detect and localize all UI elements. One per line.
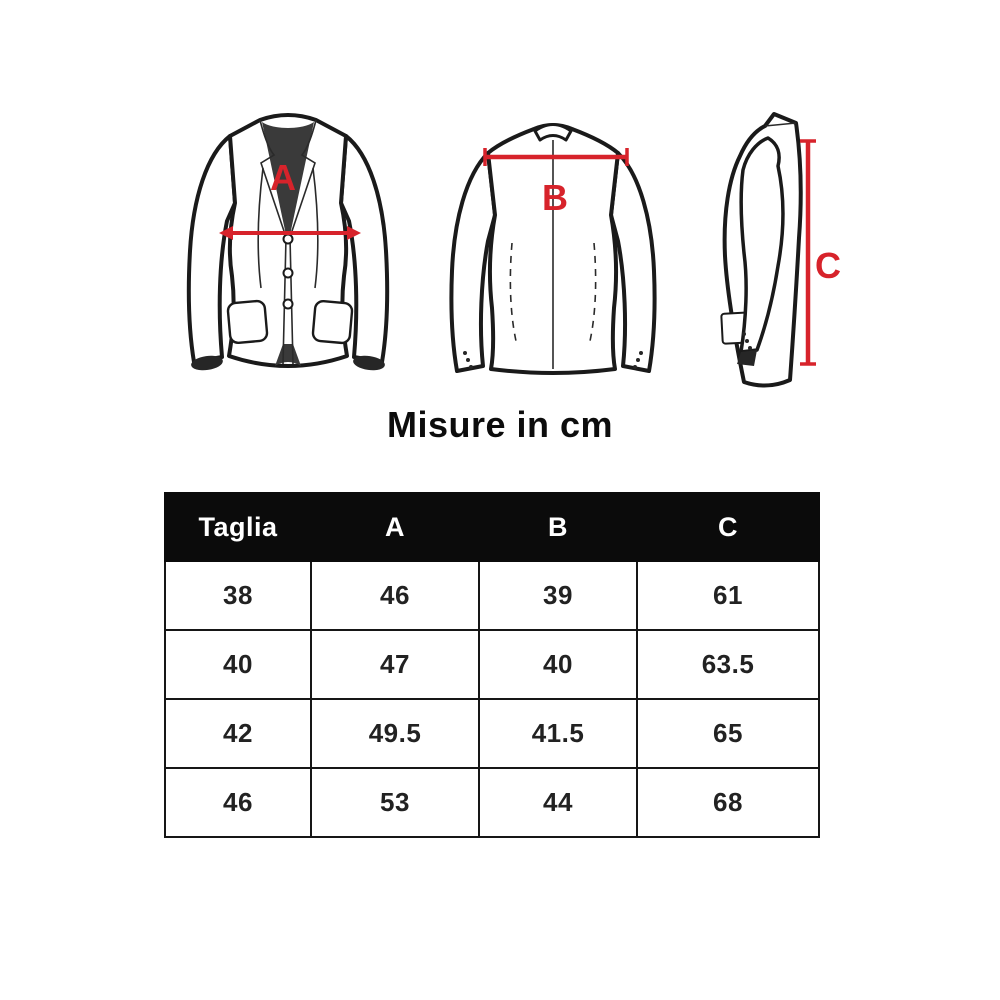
page-title: Misure in cm: [386, 404, 614, 445]
measure-cell: 47: [311, 630, 479, 699]
measure-cell: 65: [637, 699, 819, 768]
jacket-side-figure: [695, 98, 850, 400]
table-row: [165, 699, 819, 768]
size-table: [164, 492, 820, 838]
measure-cell: 41.5: [479, 699, 637, 768]
measure-cell: 68: [637, 768, 819, 837]
cuff-button: [466, 358, 470, 362]
measure-cell: 49.5: [311, 699, 479, 768]
measure-cell: 63.5: [637, 630, 819, 699]
measure-cell: 40: [479, 630, 637, 699]
size-cell: 42: [165, 699, 311, 768]
measure-cell: 46: [311, 561, 479, 630]
cuff-button: [463, 351, 467, 355]
header-cell-b: B: [479, 493, 637, 561]
button: [284, 235, 293, 244]
header-cell-a: A: [311, 493, 479, 561]
measure-cell: 61: [637, 561, 819, 630]
size-cell: 46: [165, 768, 311, 837]
measure-cell: 39: [479, 561, 637, 630]
right-pocket: [312, 301, 352, 344]
table-row: [165, 630, 819, 699]
cuff-button: [639, 351, 643, 355]
header-cell-taglia: Taglia: [165, 493, 311, 561]
header-cell-c: C: [637, 493, 819, 561]
left-pocket: [227, 300, 267, 343]
jacket-front-figure: [173, 106, 403, 398]
jacket-back-figure: [438, 113, 668, 385]
cuff-button: [469, 365, 473, 369]
size-cell: 38: [165, 561, 311, 630]
measure-label-a: A: [270, 157, 296, 198]
measure-cell: 53: [311, 768, 479, 837]
measure-label-c: C: [815, 245, 841, 286]
cuff-button: [742, 332, 746, 336]
cuff-button: [636, 358, 640, 362]
size-cell: 40: [165, 630, 311, 699]
header-row: [165, 493, 819, 561]
button: [284, 300, 293, 309]
table-row: [165, 768, 819, 837]
table-row: [165, 561, 819, 630]
cuff-button: [748, 346, 752, 350]
button: [284, 269, 293, 278]
cuff-button: [633, 365, 637, 369]
measure-cell: 44: [479, 768, 637, 837]
cuff-button: [745, 339, 749, 343]
measure-label-b: B: [542, 177, 568, 218]
